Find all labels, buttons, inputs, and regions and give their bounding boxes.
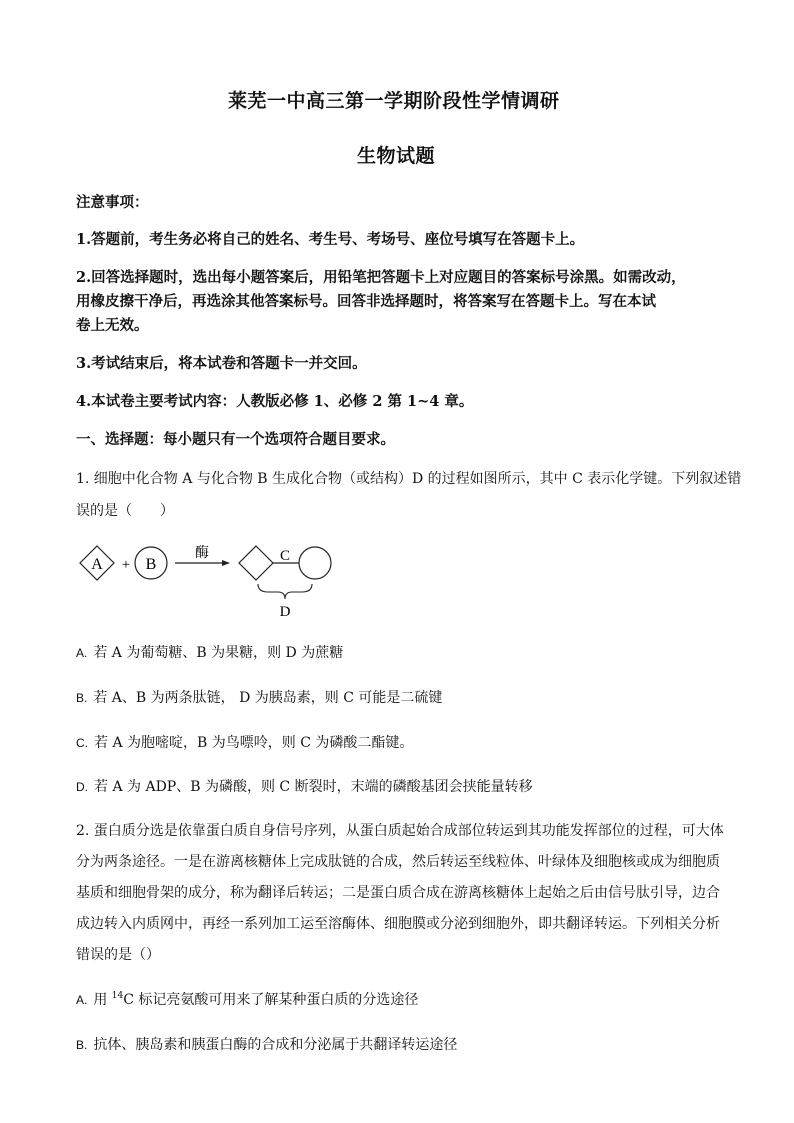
option-label: C. [76,736,88,750]
option-text: 若 A、B 为两条肽链， D 为胰岛素，则 C 可能是二硫键 [93,690,443,706]
product-brace [258,584,312,599]
plus-sign: + [121,557,131,573]
notice-item: 4.本试卷主要考试内容：人教版必修 1、必修 2 第 1~4 章。 [76,393,474,410]
option-text-post: C 标记亮氨酸可用来了解某种蛋白质的分选途径 [123,992,419,1008]
question-stem: 错误的是（） [76,947,160,963]
enzyme-label: 酶 [195,546,209,561]
product-circle [299,547,331,579]
option-label: B. [76,1038,88,1052]
question-stem: 分为两条途径。一是在游离核糖体上完成肽链的合成，然后转运至线粒体、叶绿体及细胞核或成为细胞质 [76,854,720,870]
page-title: 莱芜一中高三第一学期阶段性学情调研 [228,90,560,112]
option-b [76,1034,457,1054]
option-d [76,776,533,796]
isotope-superscript: 14 [111,991,124,1001]
option-label: A. [76,993,88,1007]
notice-item: 1.答题前，考生务必将自己的姓名、考生号、考场号、座位号填写在答题卡上。 [76,231,585,248]
reaction-diagram [74,540,344,620]
option-a [76,989,418,1009]
notice-item: 2.回答选择题时，选出每小题答案后，用铅笔把答题卡上对应题目的答案标号涂黑。如需改动， [76,269,686,286]
option-label: A. [76,646,88,660]
option-a [76,642,343,662]
question-stem: 误的是（ ） [76,503,174,519]
option-text: 抗体、胰岛素和胰蛋白酶的合成和分泌属于共翻译转运途径 [93,1037,458,1053]
option-text-pre: 用 [93,992,112,1008]
reaction-arrow-head [222,560,230,566]
question-stem: 2. 蛋白质分选是依靠蛋白质自身信号序列，从蛋白质起始合成部位转运到其功能发挥部位的过程，可大体 [76,823,724,839]
product-diamond [239,546,273,580]
option-label: D. [76,780,88,794]
question-stem: 成边转入内质网中，再经一系列加工运至溶酶体、细胞膜或分泌到细胞外，即共翻译转运。下列相关分析 [76,916,720,932]
notice-item: 3.考试结束后，将本试卷和答题卡一并交回。 [76,355,367,372]
question-stem: 基质和细胞骨架的成分，称为翻译后转运；二是蛋白质合成在游离核糖体上起始之后由信号肽引导，边合 [76,885,720,901]
bond-c-label: C [279,548,291,564]
compound-a-label: A [91,556,103,573]
option-label: B. [76,691,88,705]
notice-item: 卷上无效。 [76,317,149,334]
option-text: 若 A 为 ADP、B 为磷酸，则 C 断裂时，末端的磷酸基团会挟能量转移 [94,779,533,795]
notice-item: 用橡皮擦干净后，再选涂其他答案标号。回答非选择题时，将答案写在答题卡上。写在本试 [76,293,656,310]
section-heading: 一、选择题：每小题只有一个选项符合题目要求。 [76,431,395,448]
option-text: 若 A 为胞嘧啶，B 为鸟嘌呤，则 C 为磷酸二酯键。 [94,735,414,751]
option-c [76,732,413,752]
product-d-label: D [279,604,291,620]
option-b [76,687,442,707]
option-text: 若 A 为葡萄糖、B 为果糖，则 D 为蔗糖 [93,645,344,661]
question-stem: 1. 细胞中化合物 A 与化合物 B 生成化合物（或结构）D 的过程如图所示，其中 C 表示化学键。下列叙述错 [76,471,742,487]
notice-heading: 注意事项： [76,194,149,211]
compound-b-label: B [145,556,157,573]
page-subtitle: 生物试题 [357,145,436,167]
